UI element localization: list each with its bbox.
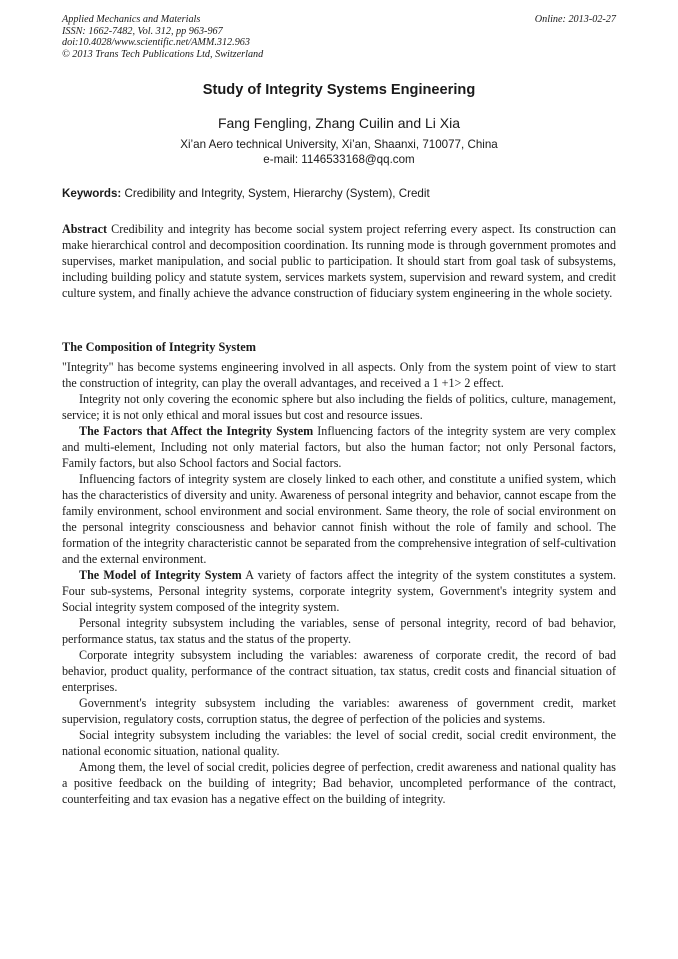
section-heading: The Composition of Integrity System	[62, 340, 257, 354]
paragraph-1: "Integrity" has become systems engineering involved in all aspects. Only from the system point of view to start the construction of integrity, can play the overall advantages, and received a 1 +1> 2 effect.	[62, 360, 616, 390]
journal-name: Applied Mechanics and Materials	[62, 14, 201, 25]
affiliation: Xi’an Aero technical University, Xi’an, Shaanxi, 710077, China	[180, 138, 498, 151]
paragraph-5-text: A variety of factors affect the integrity of the system constitutes a system. Four sub-systems, Personal integrity systems, corporate integrity system, Government's integrity system and Social integrity system composed of the integrity system.	[62, 568, 616, 614]
abstract-text: Credibility and integrity has become social system project referring every aspect. Its construction can make hierarchical control and decomposition coordination. Its running mode is through government promotes and supervises, market manipulation, and social public to participation. It should start from goal task of subsystems, including building policy and statute system, services markets system, supervision and reward system, and credit culture system, and finally achieve the advance construction of fiduciary system engineering in the whole society.	[62, 222, 616, 300]
doi-line: doi:10.4028/www.scientific.net/AMM.312.963	[62, 37, 250, 49]
factors-subheading: The Factors that Affect the Integrity System	[79, 424, 314, 438]
affiliation-block	[62, 138, 616, 167]
paragraph-4: Influencing factors of integrity system are closely linked to each other, and constitute a unified system, which has the characteristics of diversity and unity. Awareness of personal integrity and behavior, cannot escape from the family environment, school environment and social environment. Same theory, the role of social environment on the personal integrity consciousness and behavior cannot finish without the role of family and school. The formation of the integrity characteristic cannot be separated from the comprehensive integration of self-cultivation and the external environment.	[62, 472, 616, 566]
paper-title: Study of Integrity Systems Engineering	[202, 82, 476, 98]
paragraph-2: Integrity not only covering the economic sphere but also including the fields of politics, culture, management, service; it is not only ethical and moral issues but cost and resource issues.	[62, 392, 616, 422]
online-date: Online: 2013-02-27	[534, 14, 616, 25]
issn-line: ISSN: 1662-7482, Vol. 312, pp 963-967	[62, 25, 223, 37]
model-subheading: The Model of Integrity System	[79, 568, 242, 582]
journal-header	[62, 14, 616, 60]
paragraph-9: Social integrity subsystem including the variables: the level of social credit, social credit environment, the national economic situation, national quality.	[62, 728, 616, 758]
paragraph-5	[62, 567, 616, 615]
paragraph-7: Corporate integrity subsystem including the variables: awareness of corporate credit, the record of bad behavior, product quality, performance of the contract situation, tax status, credit costs and financial situation of enterprises.	[62, 648, 616, 694]
paragraph-10: Among them, the level of social credit, policies degree of perfection, credit awareness and national quality has a positive feedback on the building of integrity; Bad behavior, uncompleted performance of the contract, counterfeiting and tax evasion has a negative effect on the building of integrity.	[62, 760, 616, 806]
abstract	[62, 221, 616, 301]
paragraph-6: Personal integrity subsystem including the variables, sense of personal integrity, record of bad behavior, performance status, tax status and the status of the property.	[62, 616, 616, 646]
paragraph-8: Government's integrity subsystem including the variables: awareness of government credit, market supervision, regulatory costs, corruption status, the degree of perfection of the policies and systems.	[62, 696, 616, 726]
abstract-label: Abstract	[62, 222, 108, 236]
paragraph-3	[62, 423, 616, 471]
keywords	[62, 187, 616, 200]
section-composition	[62, 339, 616, 807]
paragraph-3-text: Influencing factors of the integrity system are very complex and multi-element, Including not only material factors, but also the human factor; not only Personal factors, Family factors, but also School factors and Social factors.	[62, 424, 616, 470]
keywords-label: Keywords:	[62, 187, 122, 200]
keywords-text: Credibility and Integrity, System, Hierarchy (System), Credit	[121, 187, 430, 200]
author-email: e-mail: 1146533168@qq.com	[263, 152, 415, 166]
copyright-line: © 2013 Trans Tech Publications Ltd, Switzerland	[62, 48, 264, 60]
paper-authors: Fang Fengling, Zhang Cuilin and Li Xia	[217, 115, 461, 131]
